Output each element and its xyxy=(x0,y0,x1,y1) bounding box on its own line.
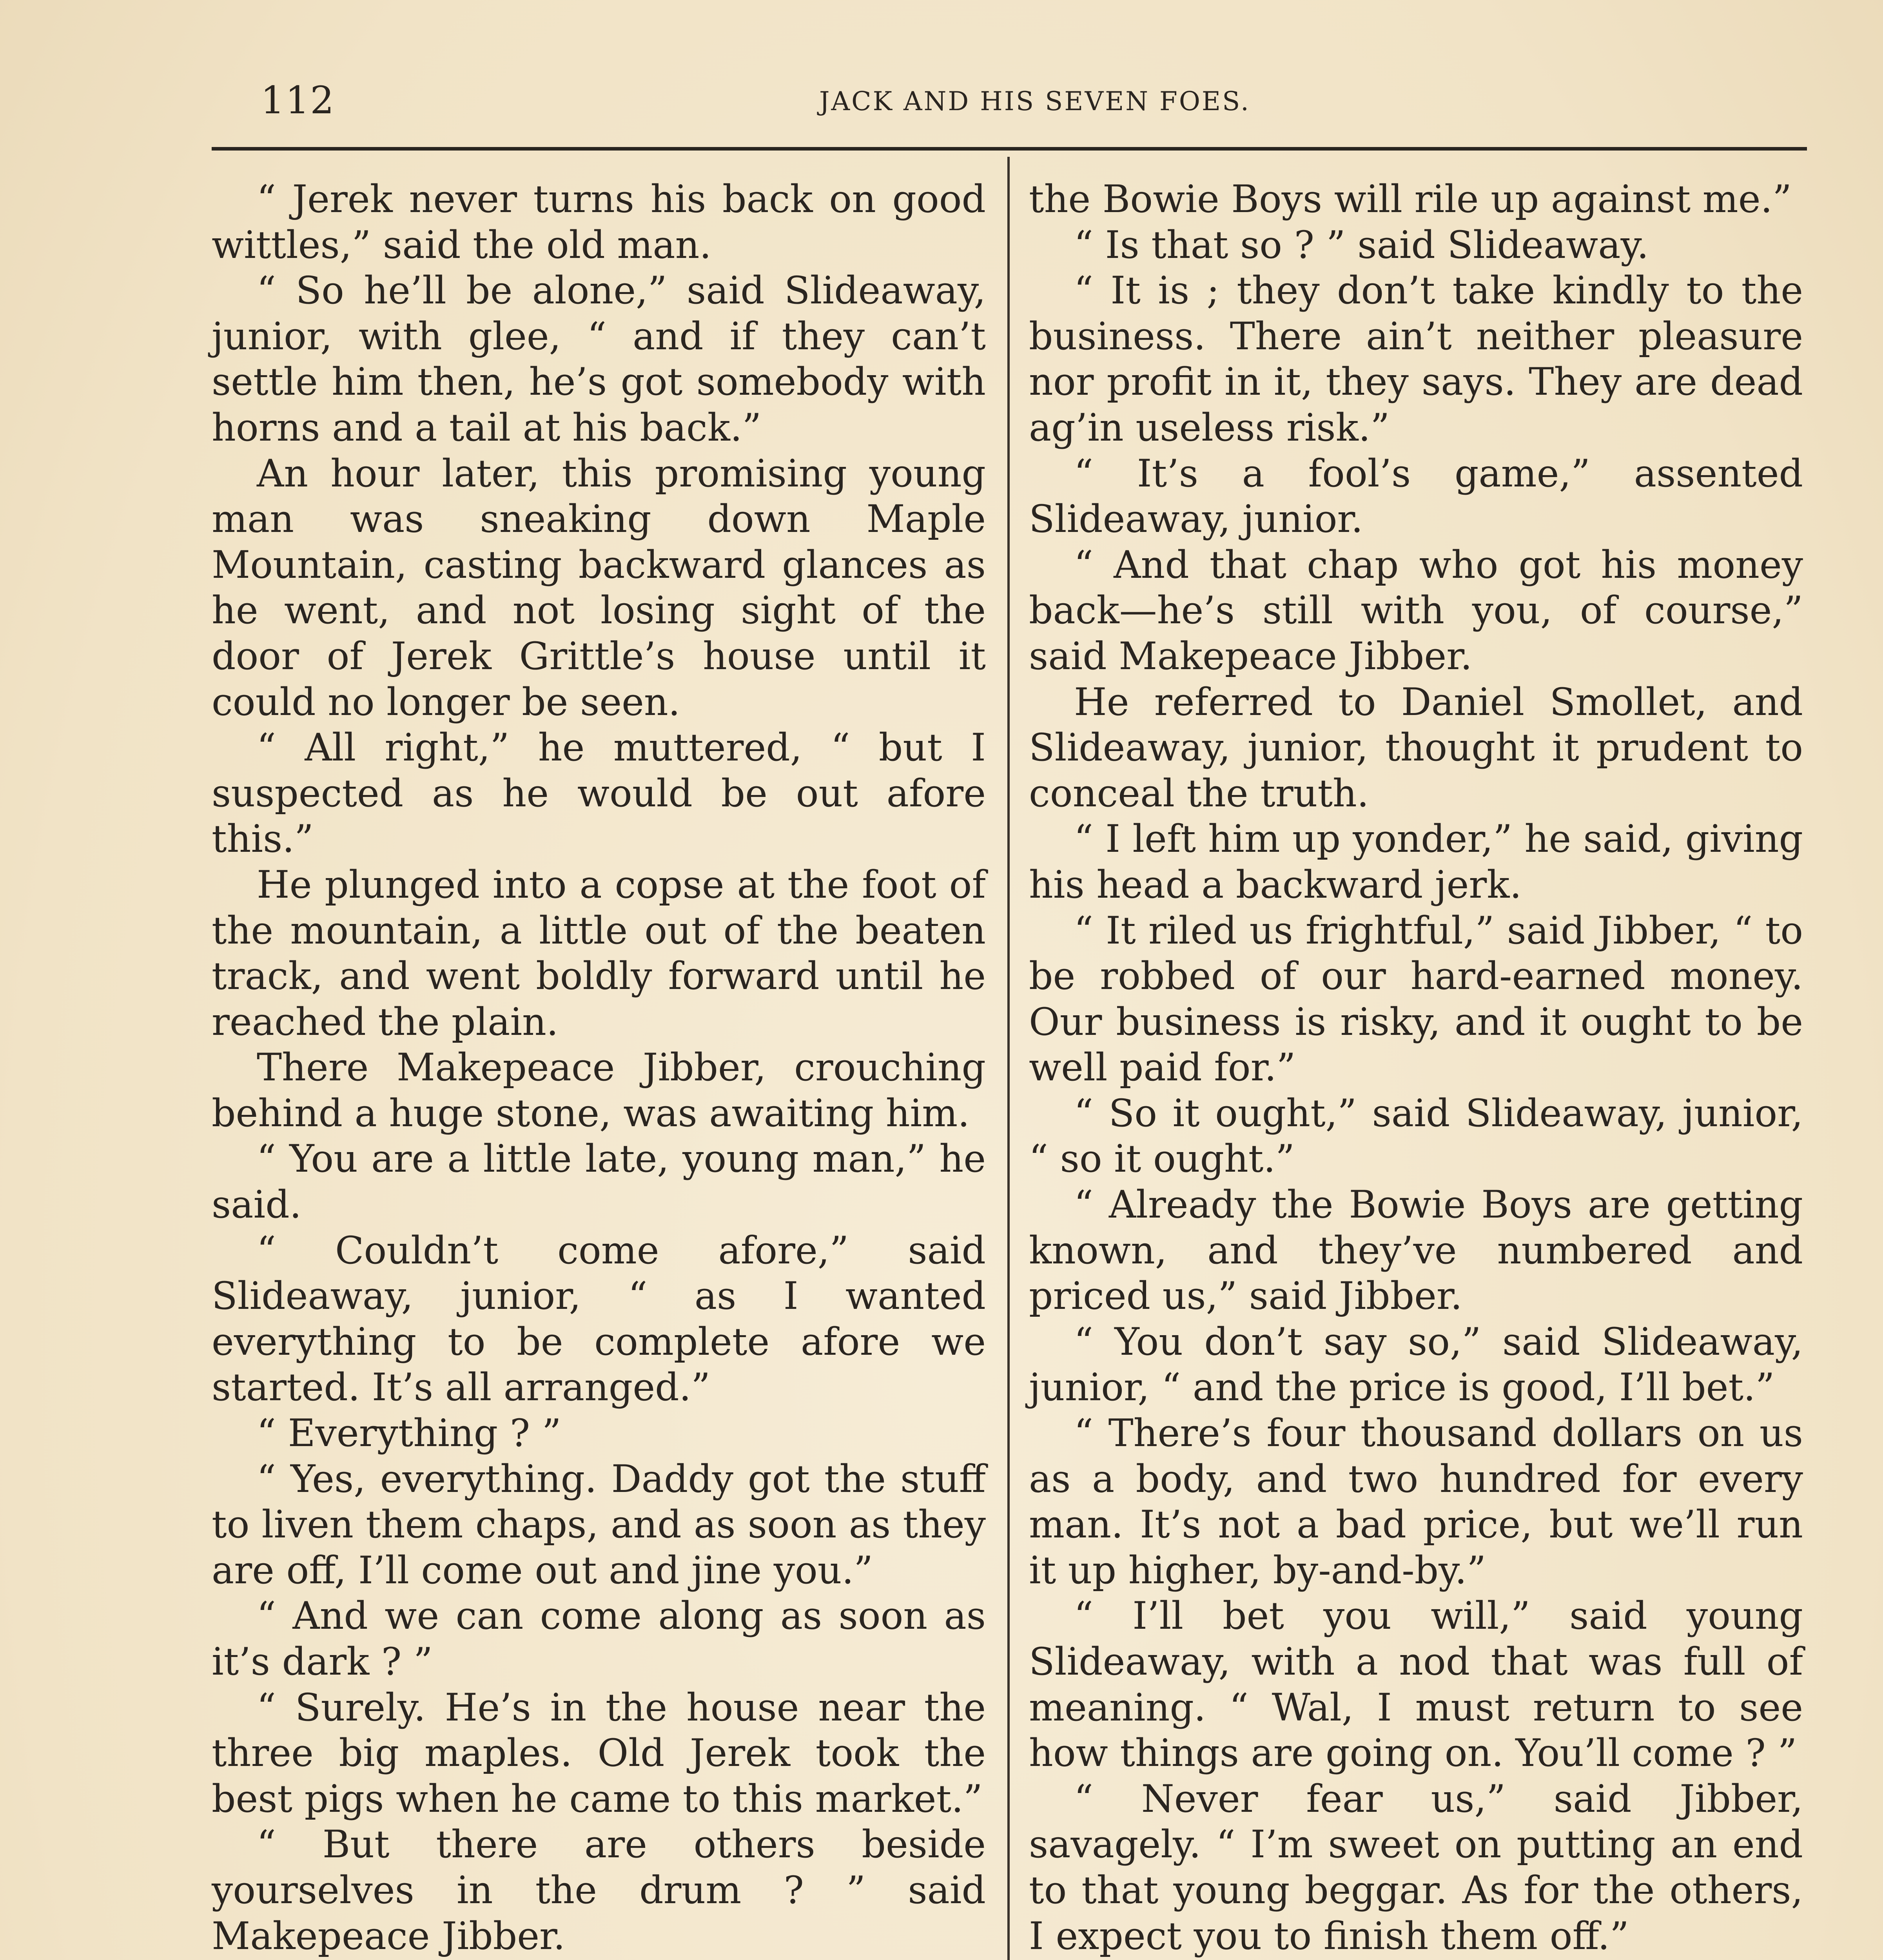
paragraph: He referred to Daniel Smollet, and Slideaway, junior, thought it prudent to conceal the truth. xyxy=(1029,680,1803,815)
paragraph: “ Already the Bowie Boys are getting known, and they’ve numbered and priced us,” said Jibber. xyxy=(1029,1183,1803,1318)
paragraph: “ It is ; they don’t take kindly to the business. There ain’t neither pleasure nor profit in it, they says. They are dead ag’in useless risk.” xyxy=(1029,269,1803,450)
column-divider xyxy=(1007,157,1010,1960)
paragraph: “ I’ll bet you will,” said young Slideaway, with a nod that was full of meaning. “ Wal, I must return to see how things are going on. You’ll come ? ” xyxy=(1029,1594,1803,1775)
paragraph: “ Jerek never turns his back on good wittles,” said the old man. xyxy=(212,177,986,267)
left-column xyxy=(212,176,986,1960)
paragraph: “ You don’t say so,” said Slideaway, junior, “ and the price is good, I’ll bet.” xyxy=(1029,1319,1803,1410)
paragraph: “ You are a little late, young man,” he said. xyxy=(212,1137,986,1227)
page-number: 112 xyxy=(261,78,335,122)
paragraph: “ Never fear us,” said Jibber, savagely. “ I’m sweet on putting an end to that young beggar. As for the others, I expect you to finish them off.” xyxy=(1029,1777,1803,1958)
paragraph: An hour later, this promising young man was sneaking down Maple Mountain, casting backward glances as he went, and not losing sight of the door of Jerek Grittle’s house until it could no longer be seen. xyxy=(212,451,986,724)
paragraph: “ It riled us frightful,” said Jibber, “ to be robbed of our hard-earned money. Our business is risky, and it ought to be well paid for.” xyxy=(1029,908,1803,1090)
right-column xyxy=(1029,176,1803,1960)
paragraph: “ There’s four thousand dollars on us as a body, and two hundred for every man. It’s not a bad price, but we’ll run it up higher, by-and-by.” xyxy=(1029,1411,1803,1592)
paragraph: “ But there are others beside yourselves in the drum ? ” said Makepeace Jibber. xyxy=(212,1822,986,1958)
paragraph: the Bowie Boys will rile up against me.” xyxy=(1029,177,1792,221)
paragraph: He plunged into a copse at the foot of the mountain, a little out of the beaten track, and went boldly forward until he reached the plain. xyxy=(212,862,986,1044)
paragraph: “ All right,” he muttered, “ but I suspected as he would be out afore this.” xyxy=(212,726,986,861)
paragraph: “ Surely. He’s in the house near the three big maples. Old Jerek took the best pigs when he came to this market.” xyxy=(212,1685,986,1821)
paragraph: There Makepeace Jibber, crouching behind a huge stone, was awaiting him. xyxy=(212,1045,986,1135)
paragraph: “ It’s a fool’s game,” assented Slideaway, junior. xyxy=(1029,451,1803,541)
paragraph: “ And that chap who got his money back—he’s still with you, of course,” said Makepeace Jibber. xyxy=(1029,543,1803,678)
paragraph: “ And we can come along as soon as it’s dark ? ” xyxy=(212,1594,986,1684)
paragraph: “ Is that so ? ” said Slideaway. xyxy=(1074,223,1649,267)
paragraph: “ Everything ? ” xyxy=(257,1411,561,1455)
paragraph: “ So it ought,” said Slideaway, junior, “ so it ought.” xyxy=(1029,1091,1803,1181)
paragraph: “ I left him up yonder,” he said, giving his head a backward jerk. xyxy=(1029,817,1803,907)
paragraph: “ Couldn’t come afore,” said Slideaway, junior, “ as I wanted everything to be complete afore we started. It’s all arranged.” xyxy=(212,1228,986,1410)
paragraph: “ Yes, everything. Daddy got the stuff to liven them chaps, and as soon as they are off, I’ll come out and jine you.” xyxy=(212,1457,986,1592)
running-title: JACK AND HIS SEVEN FOES. xyxy=(819,86,1250,116)
paragraph: “ So he’ll be alone,” said Slideaway, junior, with glee, “ and if they can’t settle him then, he’s got somebody with horns and a tail at his back.” xyxy=(212,269,986,450)
header-rule xyxy=(212,147,1807,151)
